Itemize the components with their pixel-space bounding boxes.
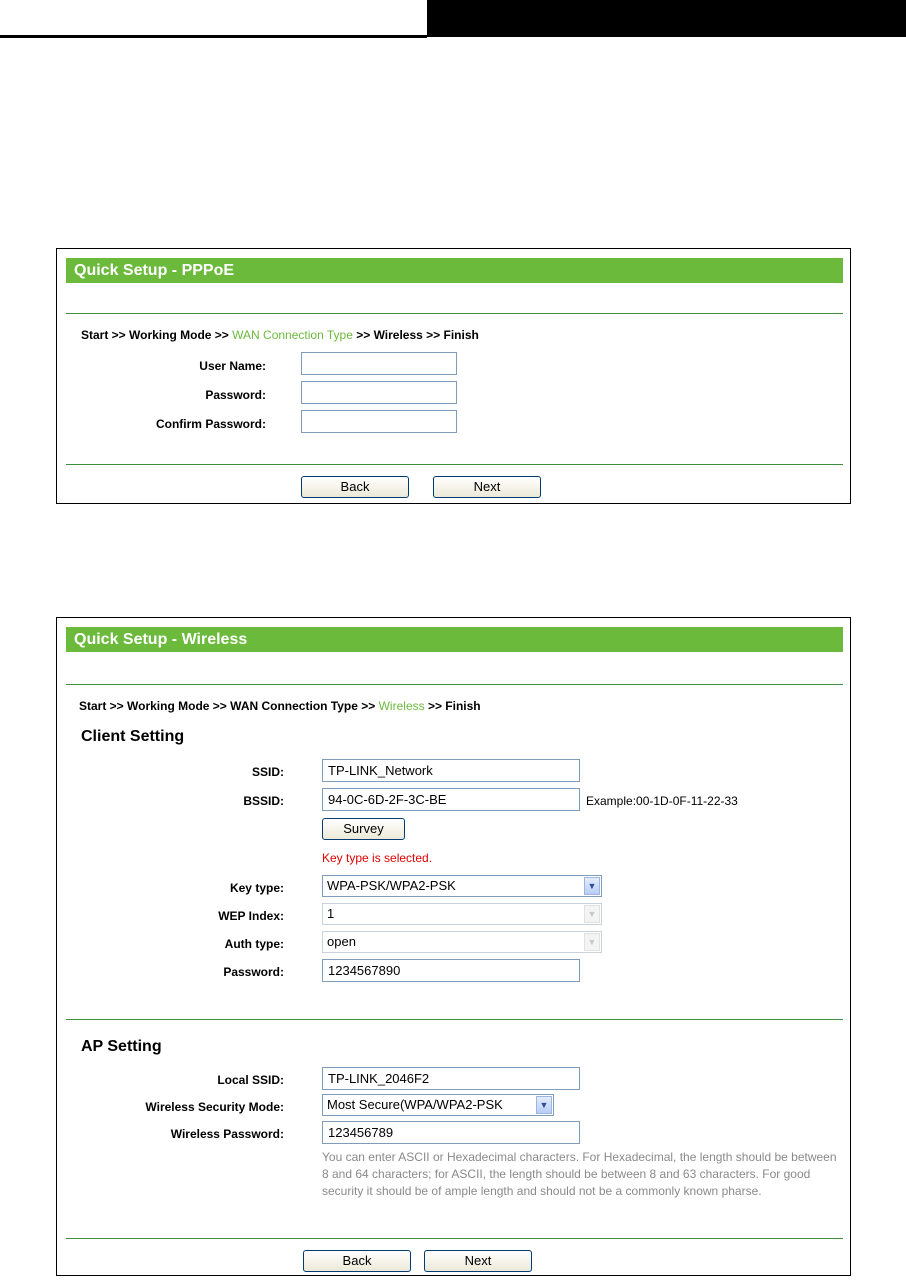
ssid-input[interactable]	[322, 759, 580, 782]
user-name-input[interactable]	[301, 352, 457, 375]
ap-setting-title: AP Setting	[81, 1038, 162, 1055]
divider	[66, 684, 843, 685]
pppoe-panel-title: Quick Setup - PPPoE	[66, 258, 843, 283]
wep-index-value: 1	[327, 906, 335, 921]
wireless-password-input[interactable]	[322, 1121, 580, 1144]
key-type-select[interactable]	[322, 875, 602, 897]
breadcrumb-end: >> Finish	[424, 699, 481, 713]
wireless-panel-title: Quick Setup - Wireless	[66, 627, 843, 652]
bssid-example: Example:00-1D-0F-11-22-33	[586, 794, 738, 808]
password-label: Password:	[205, 388, 266, 402]
bssid-input[interactable]	[322, 788, 580, 811]
breadcrumb-end: >> Wireless >> Finish	[352, 328, 479, 342]
page-header-rule	[0, 35, 427, 38]
ssid-label: SSID:	[251, 765, 284, 779]
client-password-input[interactable]	[322, 959, 580, 982]
wireless-password-label: Wireless Password:	[170, 1127, 284, 1141]
chevron-down-icon[interactable]: ▼	[536, 1096, 552, 1114]
breadcrumb	[81, 328, 479, 342]
breadcrumb-current: WAN Connection Type	[232, 328, 353, 342]
chevron-down-icon: ▼	[584, 905, 600, 923]
wep-index-select[interactable]	[322, 903, 602, 925]
security-mode-value: Most Secure(WPA/WPA2-PSK	[327, 1097, 503, 1112]
breadcrumb	[79, 699, 481, 713]
divider	[66, 464, 843, 465]
next-button[interactable]: Next	[424, 1250, 532, 1272]
divider	[66, 313, 843, 314]
back-button[interactable]: Back	[303, 1250, 411, 1272]
wireless-panel	[56, 617, 851, 1276]
breadcrumb-start: Start >> Working Mode >>	[81, 328, 233, 342]
next-button[interactable]: Next	[433, 476, 541, 498]
bssid-label: BSSID:	[243, 794, 284, 808]
key-type-label: Key type:	[229, 881, 284, 895]
security-mode-label: Wireless Security Mode:	[145, 1100, 284, 1114]
key-type-value: WPA-PSK/WPA2-PSK	[327, 878, 456, 893]
wep-index-label: WEP Index:	[218, 909, 284, 923]
survey-button[interactable]: Survey	[322, 818, 405, 840]
divider	[66, 1019, 843, 1020]
security-mode-select[interactable]	[322, 1094, 554, 1116]
chevron-down-icon[interactable]: ▼	[584, 877, 600, 895]
divider	[66, 1238, 843, 1239]
page-header-bar	[427, 0, 906, 37]
breadcrumb-current: Wireless	[378, 699, 425, 713]
back-button[interactable]: Back	[301, 476, 409, 498]
client-password-label: Password:	[223, 965, 284, 979]
auth-type-label: Auth type:	[224, 937, 284, 951]
auth-type-select[interactable]	[322, 931, 602, 953]
local-ssid-label: Local SSID:	[217, 1073, 284, 1087]
auth-type-value: open	[327, 934, 356, 949]
breadcrumb-start: Start >> Working Mode >> WAN Connection Type >>	[79, 699, 379, 713]
chevron-down-icon: ▼	[584, 933, 600, 951]
pppoe-panel	[56, 248, 851, 504]
password-input[interactable]	[301, 381, 457, 404]
user-name-label: User Name:	[199, 359, 266, 373]
confirm-password-label: Confirm Password:	[155, 417, 266, 431]
password-help-text: You can enter ASCII or Hexadecimal characters. For Hexadecimal, the length should be between 8 and 64 characters; for ASCII, the length should be between 8 and 63 characters. For good security it should be of ample length and should not be a commonly known pharse.	[322, 1150, 837, 1198]
key-type-status: Key type is selected.	[322, 851, 433, 865]
client-setting-title: Client Setting	[81, 728, 185, 745]
confirm-password-input[interactable]	[301, 410, 457, 433]
local-ssid-input[interactable]	[322, 1067, 580, 1090]
